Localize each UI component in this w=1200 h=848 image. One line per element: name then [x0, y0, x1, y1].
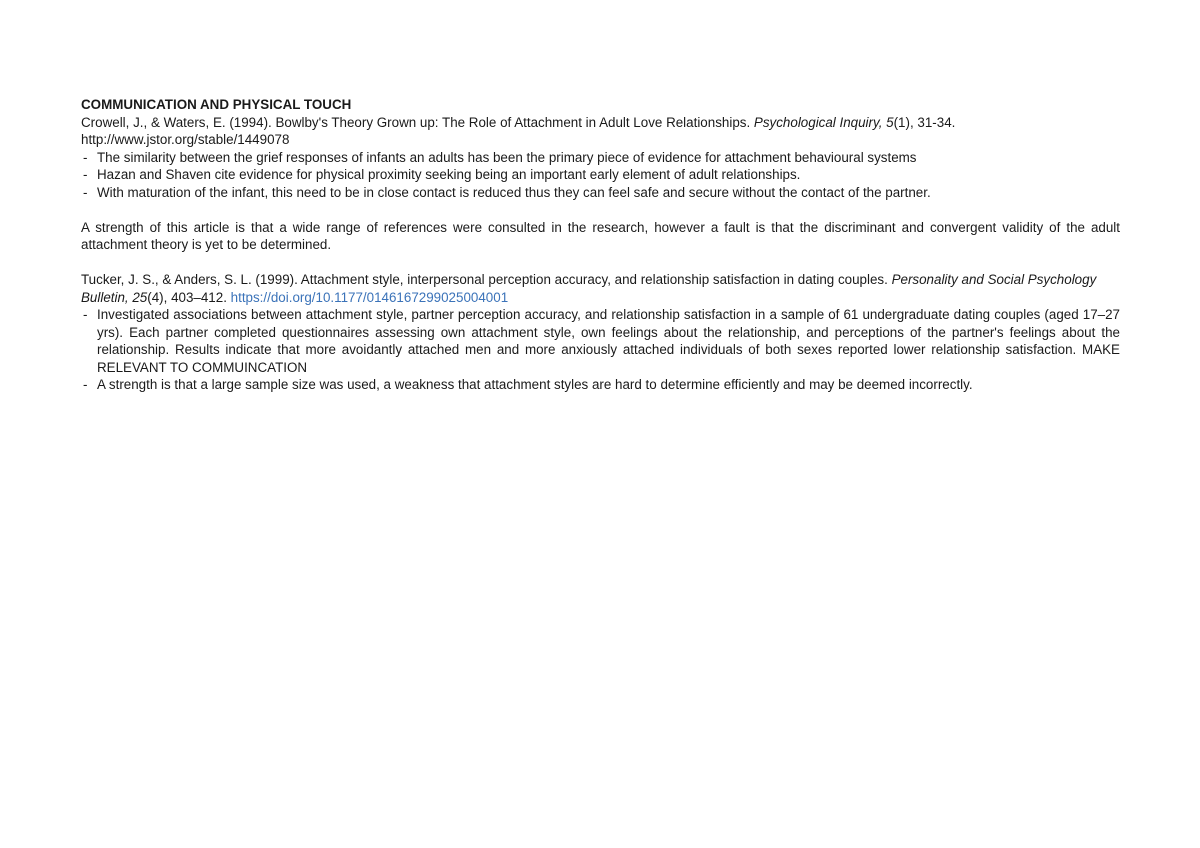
- list-item: - With maturation of the infant, this need to be in close contact is reduced thus they can feel safe and secure without the contact of the partner.: [81, 184, 1120, 202]
- reference-url[interactable]: http://www.jstor.org/stable/1449078: [81, 132, 290, 147]
- reference-notes-list: [81, 149, 1120, 202]
- doi-link[interactable]: https://doi.org/10.1177/0146167299025004001: [230, 289, 509, 305]
- reference-block-tucker-anders: [81, 271, 1120, 394]
- evaluation-paragraph: A strength of this article is that a wide range of references were consulted in the research, however a fault is that the discriminant and convergent validity of the adult attachment theory is yet to be determined.: [81, 219, 1120, 252]
- reference-issue-pages: (1), 31-34.: [893, 114, 956, 130]
- reference-issue-pages: (4), 403–412.: [147, 289, 231, 305]
- reference-notes-list: [81, 306, 1120, 394]
- reference-authors-title: Crowell, J., & Waters, E. (1994). Bowlby's Theory Grown up: The Role of Attachment in Adult Love Relationships.: [81, 114, 754, 130]
- list-item: - A strength is that a large sample size was used, a weakness that attachment styles are hard to determine efficiently and may be deemed incorrectly.: [81, 376, 1120, 394]
- reference-authors-title: Tucker, J. S., & Anders, S. L. (1999). Attachment style, interpersonal perception accuracy, and relationship satisfaction in dating couples.: [81, 272, 892, 287]
- list-item: - Hazan and Shaven cite evidence for physical proximity seeking being an important early element of adult relationships.: [81, 166, 1120, 184]
- reference-crowell-waters: [81, 114, 1120, 149]
- reference-journal: Psychological Inquiry, 5: [753, 114, 894, 130]
- reference-tucker-anders: [81, 271, 1120, 306]
- list-item: - Investigated associations between attachment style, partner perception accuracy, and relationship satisfaction in a sample of 61 undergraduate dating couples (aged 17–27 yrs). Each partner completed questionnaires assessing own attachment style, own feelings about the relationship, and perceptions of the partner's feelings about the relationship. Results indicate that more avoidantly attached men and more anxiously attached individuals of both sexes reported lower relationship satisfaction. MAKE RELEVANT TO COMMUINCATION: [81, 306, 1120, 376]
- section-heading: COMMUNICATION AND PHYSICAL TOUCH: [81, 97, 352, 112]
- document-page: [81, 96, 1120, 394]
- list-item: - The similarity between the grief responses of infants an adults has been the primary piece of evidence for attachment behavioural systems: [81, 149, 1120, 167]
- reference-journal: Personality and Social Psychology Bulletin, 25: [81, 272, 1097, 305]
